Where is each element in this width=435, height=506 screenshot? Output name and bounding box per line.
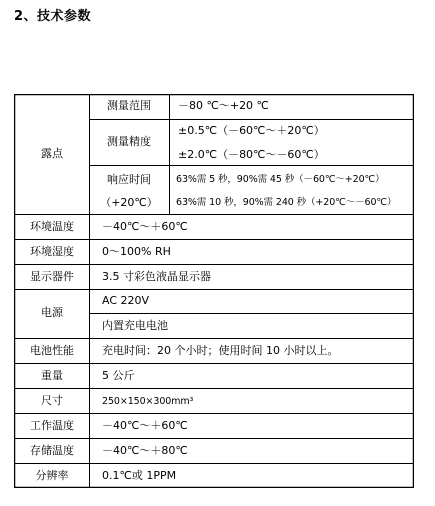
power-value-battery: 内置充电电池 bbox=[102, 319, 168, 332]
resolution-value: 0.1℃或 1PPM bbox=[102, 469, 177, 482]
resolution-label: 分辨率 bbox=[35, 469, 69, 482]
display-value: 3.5 寸彩色液晶显示器 bbox=[102, 270, 211, 283]
spec-table bbox=[14, 94, 414, 488]
storage-temp-value: －40℃～＋80℃ bbox=[102, 444, 188, 457]
range-label: 测量范围 bbox=[107, 99, 151, 112]
range-value: －80 ℃～+20 ℃ bbox=[178, 99, 269, 112]
env-humidity-label: 环境湿度 bbox=[30, 245, 74, 258]
weight-value: 5 公斤 bbox=[102, 369, 135, 382]
env-temp-value: －40℃～＋60℃ bbox=[102, 220, 188, 233]
section-heading: 2、技术参数 bbox=[14, 9, 92, 24]
battery-label: 电池性能 bbox=[30, 344, 74, 357]
battery-value: 充电时间：20 个小时；使用时间 10 小时以上。 bbox=[102, 344, 339, 357]
size-value: 250×150×300mm³ bbox=[102, 396, 194, 407]
display-label: 显示器件 bbox=[30, 270, 74, 283]
storage-temp-label: 存储温度 bbox=[30, 444, 74, 457]
response-label: 响应时间 bbox=[107, 173, 151, 186]
response-condition: （+20℃） bbox=[100, 196, 158, 209]
work-temp-value: －40℃～＋60℃ bbox=[102, 419, 188, 432]
power-value-ac: AC 220V bbox=[102, 294, 150, 307]
power-label: 电源 bbox=[41, 306, 63, 319]
response-value-1: 63%需 5 秒，90%需 45 秒（－60℃～+20℃） bbox=[176, 174, 385, 185]
work-temp-label: 工作温度 bbox=[30, 419, 74, 432]
dew-point-label: 露点 bbox=[41, 147, 63, 160]
accuracy-value-2: ±2.0℃（－80℃～－60℃） bbox=[178, 148, 325, 161]
weight-label: 重量 bbox=[41, 369, 63, 382]
size-label: 尺寸 bbox=[41, 394, 63, 407]
accuracy-value-1: ±0.5℃（－60℃～＋20℃） bbox=[178, 124, 325, 137]
env-humidity-value: 0～100% RH bbox=[102, 245, 171, 258]
accuracy-label: 测量精度 bbox=[107, 135, 151, 148]
response-value-2: 63%需 10 秒，90%需 240 秒（+20℃～－60℃） bbox=[176, 197, 397, 208]
env-temp-label: 环境温度 bbox=[30, 220, 74, 233]
